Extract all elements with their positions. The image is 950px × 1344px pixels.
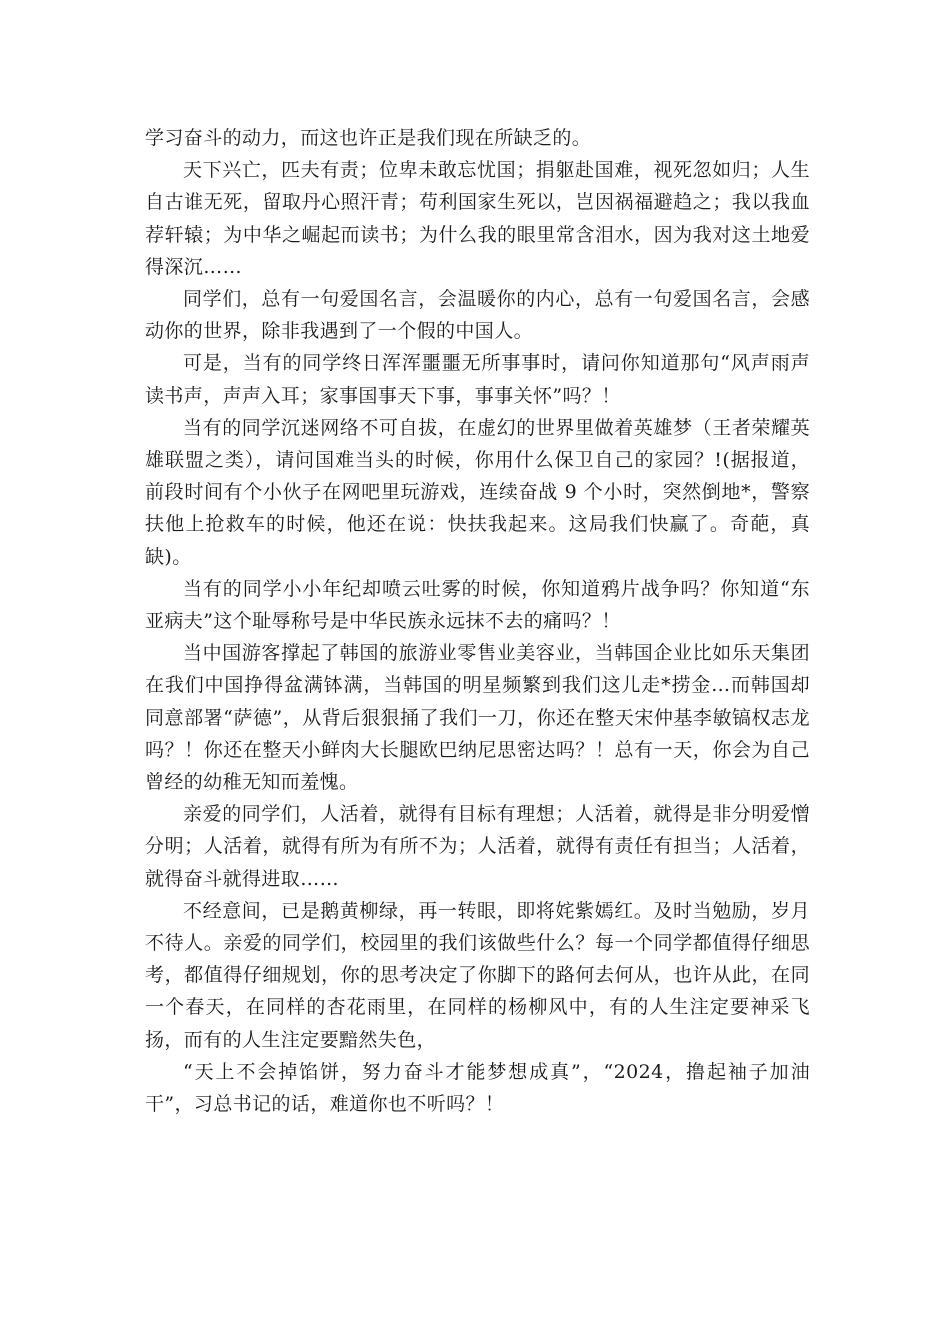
paragraph-8: 亲爱的同学们，人活着，就得有目标有理想；人活着，就得是非分明爱憎分明；人活着，就得有所为有所不为；人活着，就得有责任有担当；人活着，就得奋斗就得进取…… — [145, 803, 810, 890]
paragraph-3: 同学们，总有一句爱国名言，会温暖你的内心，总有一句爱国名言，会感动你的世界，除非我遇到了一个假的中国人。 — [145, 288, 810, 343]
paragraph-2: 天下兴亡，匹夫有责；位卑未敢忘忧国；捐躯赴国难，视死忽如归；人生自古谁无死，留取丹心照汗青；苟利国家生死以，岂因祸福避趋之；我以我血荐轩辕；为中华之崛起而读书；为什么我的眼里常含泪水，因为我对这土地爱得深沉…… — [145, 159, 810, 278]
paragraph-10: “天上不会掉馅饼，努力奋斗才能梦想成真”，“2024，撸起袖子加油干”，习总书记的话，难道你也不听吗？！ — [145, 1060, 810, 1116]
paragraph-9: 不经意间，已是鹅黄柳绿，再一转眼，即将姹紫嫣红。及时当勉励，岁月不待人。亲爱的同学们，校园里的我们该做些什么？每一个同学都值得仔细思考，都值得仔细规划，你的思考决定了你脚下的路何去何从，也许从此，在同一个春天，在同样的杏花雨里，在同样的杨柳风中，有的人生注定要神采飞扬，而有的人生注定要黯然失色， — [145, 899, 810, 1051]
document-body — [145, 122, 810, 1120]
paragraph-6: 当有的同学小小年纪却喷云吐雾的时候，你知道鸦片战争吗？你知道“东亚病夫”这个耻辱称号是中华民族永远抹不去的痛吗？！ — [145, 577, 810, 633]
paragraph-1: 学习奋斗的动力，而这也许正是我们现在所缺乏的。 — [145, 127, 592, 149]
paragraph-5: 当有的同学沉迷网络不可自拔，在虚幻的世界里做着英雄梦（王者荣耀英雄联盟之类），请问国难当头的时候，你用什么保卫自己的家园？!(据报道，前段时间有个小伙子在网吧里玩游戏，连续奋战 9 个小时，突然倒地*，警察扶他上抢救车的时候，他还在说：快扶我起来。这局我们快赢了。奇葩，真缺)。 — [145, 416, 810, 568]
paragraph-4: 可是，当有的同学终日浑浑噩噩无所事事时，请问你知道那句“风声雨声读书声，声声入耳；家事国事天下事，事事关怀”吗？！ — [145, 352, 810, 407]
paragraph-7: 当中国游客撑起了韩国的旅游业零售业美容业，当韩国企业比如乐天集团在我们中国挣得盆满钵满，当韩国的明星频繁到我们这儿走*捞金…而韩国却同意部署“萨德”，从背后狠狠捅了我们一刀，你还在整天宋仲基李敏镐权志龙吗？！你还在整天小鲜肉大长腿欧巴纳尼思密达吗？！总有一天，你会为自己曾经的幼稚无知而羞愧。 — [145, 642, 810, 794]
